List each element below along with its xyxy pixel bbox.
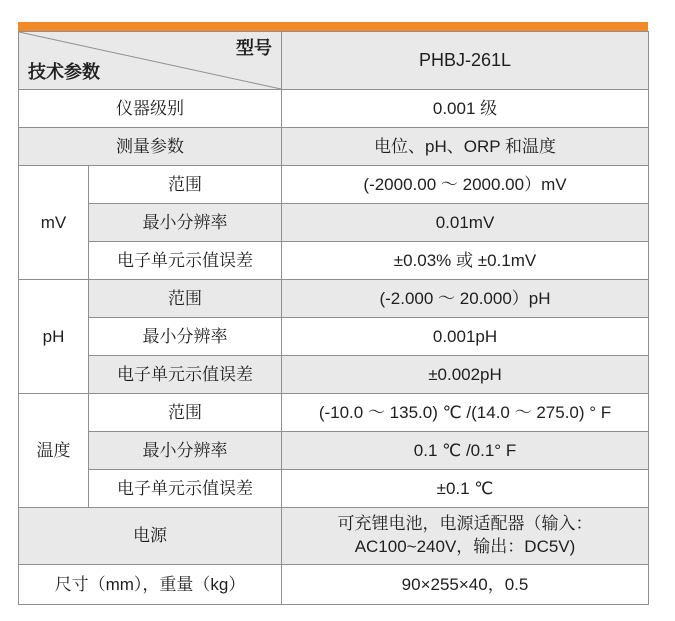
temp-resolution-value: 0.1 ℃ /0.1° F — [282, 432, 649, 470]
power-value-line1: 可充锂电池，电源适配器（输入： — [337, 514, 593, 534]
table-row-measurement-params — [19, 128, 649, 166]
corner-label-tech-params: 技术参数 — [28, 61, 100, 82]
table-row-dimensions — [19, 565, 649, 605]
measurement-params-value: 电位、pH、ORP 和温度 — [282, 128, 649, 166]
instrument-class-value: 0.001 级 — [282, 90, 649, 128]
table-row-ph-resolution — [19, 318, 649, 356]
ph-range-value: (-2.000 ～ 20.000）pH — [282, 280, 649, 318]
table-row-power — [19, 508, 649, 565]
dimensions-label: 尺寸（mm），重量（kg） — [19, 565, 282, 605]
temp-error-label: 电子单元示值误差 — [89, 470, 282, 508]
dimensions-value: 90×255×40，0.5 — [282, 565, 649, 605]
power-value — [282, 508, 649, 565]
measurement-params-label: 测量参数 — [19, 128, 282, 166]
instrument-class-label: 仪器级别 — [19, 90, 282, 128]
table-row-temp-range — [19, 394, 649, 432]
group-label-mv: mV — [19, 166, 89, 280]
table-row-temp-error — [19, 470, 649, 508]
ph-resolution-value: 0.001pH — [282, 318, 649, 356]
table-row-header — [19, 32, 649, 90]
spec-table — [18, 31, 649, 605]
table-row-mv-range — [19, 166, 649, 204]
ph-range-label: 范围 — [89, 280, 282, 318]
diagonal-header-cell — [19, 32, 282, 90]
power-value-line2: AC100~240V，输出：DC5V) — [354, 537, 576, 556]
table-row-ph-error — [19, 356, 649, 394]
table-row-ph-range — [19, 280, 649, 318]
group-label-temperature: 温度 — [19, 394, 89, 508]
temp-resolution-label: 最小分辨率 — [89, 432, 282, 470]
temp-range-value: (-10.0 ～ 135.0) ℃ /(14.0 ～ 275.0) ° F — [282, 394, 649, 432]
corner-label-model: 型号 — [236, 38, 272, 58]
mv-range-label: 范围 — [89, 166, 282, 204]
temp-error-value: ±0.1 ℃ — [282, 470, 649, 508]
mv-resolution-label: 最小分辨率 — [89, 204, 282, 242]
table-row-instrument-class — [19, 90, 649, 128]
mv-range-value: (-2000.00 ～ 2000.00）mV — [282, 166, 649, 204]
ph-error-label: 电子单元示值误差 — [89, 356, 282, 394]
mv-resolution-value: 0.01mV — [282, 204, 649, 242]
table-row-mv-error — [19, 242, 649, 280]
mv-error-label: 电子单元示值误差 — [89, 242, 282, 280]
table-row-temp-resolution — [19, 432, 649, 470]
table-row-mv-resolution — [19, 204, 649, 242]
power-label: 电源 — [19, 508, 282, 565]
temp-range-label: 范围 — [89, 394, 282, 432]
mv-error-value: ±0.03% 或 ±0.1mV — [282, 242, 649, 280]
ph-resolution-label: 最小分辨率 — [89, 318, 282, 356]
orange-accent-bar — [18, 22, 648, 31]
ph-error-value: ±0.002pH — [282, 356, 649, 394]
group-label-ph: pH — [19, 280, 89, 394]
model-name-cell: PHBJ-261L — [282, 32, 649, 90]
